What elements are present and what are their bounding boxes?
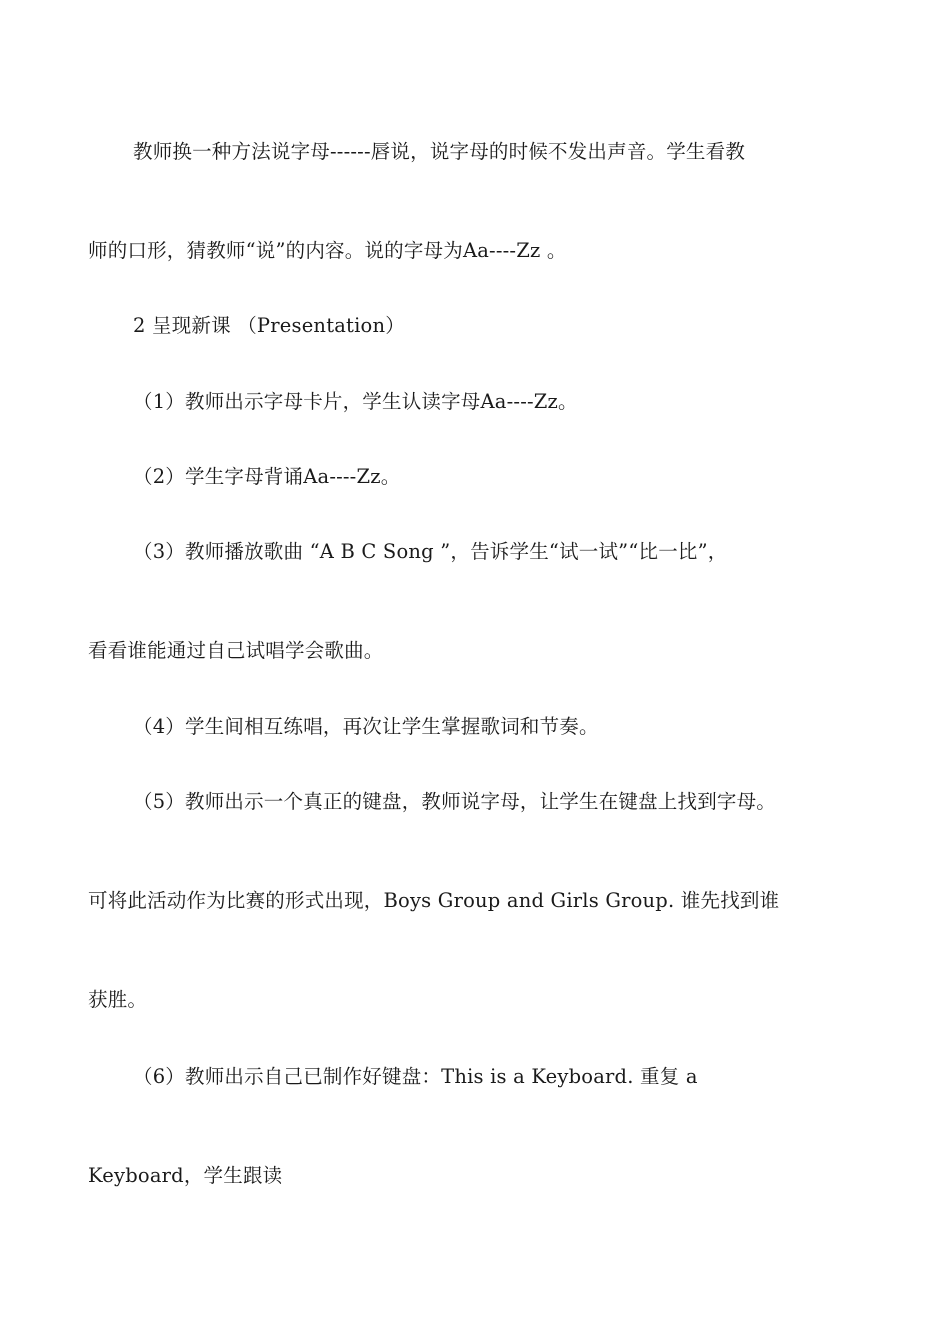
step-6-line-1: （6）教师出示自己已制作好键盘：This is a Keyboard. 重复 a xyxy=(133,1065,698,1088)
step-3-line-2: 看看谁能通过自己试唱学会歌曲。 xyxy=(88,639,384,662)
step-5-line-1: （5）教师出示一个真正的键盘，教师说字母，让学生在键盘上找到字母。 xyxy=(133,790,777,813)
paragraph-1-line-1: 教师换一种方法说字母------唇说，说字母的时候不发出声音。学生看教 xyxy=(133,140,746,163)
step-2-text: （2）学生字母背诵Aa----Zz。 xyxy=(133,465,401,488)
step-1-text: （1）教师出示字母卡片，学生认读字母Aa----Zz。 xyxy=(133,390,578,413)
section-heading-presentation: 2 呈现新课 （Presentation） xyxy=(133,314,405,337)
step-6-line-2: Keyboard，学生跟读 xyxy=(88,1164,283,1187)
paragraph-1-line-2: 师的口形，猜教师“说”的内容。说的字母为Aa----Zz 。 xyxy=(88,239,567,262)
step-5-line-2: 可将此活动作为比赛的形式出现，Boys Group and Girls Group. 谁先找到谁 xyxy=(88,889,780,912)
step-3-line-1: （3）教师播放歌曲 “A B C Song ”，告诉学生“试一试”“比一比”， xyxy=(133,540,728,563)
step-5-line-3: 获胜。 xyxy=(88,988,148,1011)
step-4-text: （4）学生间相互练唱，再次让学生掌握歌词和节奏。 xyxy=(133,715,599,738)
